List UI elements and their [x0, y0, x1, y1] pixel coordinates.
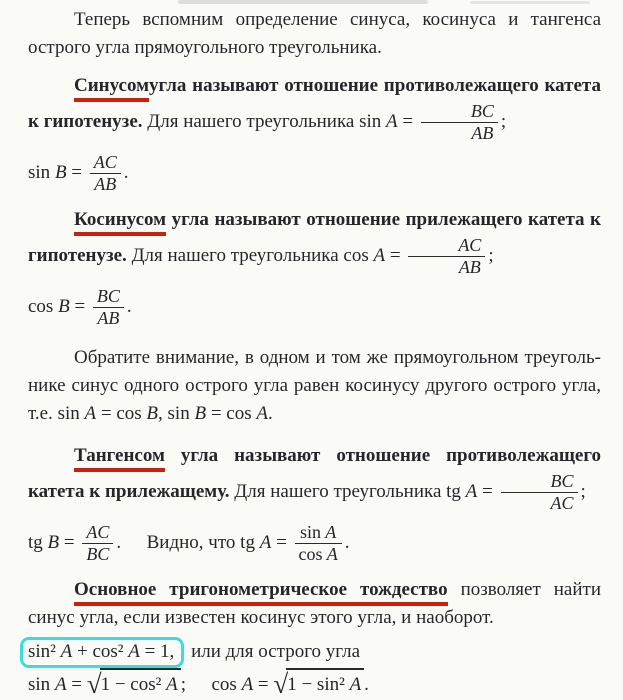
- math-tail: .: [344, 531, 350, 553]
- math-fn: cos: [298, 544, 323, 564]
- fraction-numerator: BC: [470, 101, 494, 121]
- formula-sin-a: [359, 101, 507, 143]
- identity-paragraph: [28, 576, 601, 632]
- math-var: A: [60, 641, 73, 662]
- note-paragraph: [28, 344, 601, 428]
- math-eq: =: [71, 674, 83, 695]
- identity-sqrt-line: [28, 668, 601, 700]
- math-tail: .: [116, 531, 122, 553]
- fraction-numerator: AC: [86, 522, 110, 542]
- math-var: B: [54, 161, 67, 183]
- fraction-numerator: BC: [550, 471, 574, 491]
- math-var: B: [146, 403, 159, 424]
- term-tangent: Тангенсом: [74, 445, 165, 472]
- fraction-denominator: AB: [408, 256, 485, 278]
- math-var: A: [128, 641, 140, 662]
- math-fn: cos: [116, 403, 142, 424]
- tangent-lead-text: Для нашего треугольника: [234, 480, 442, 502]
- math-tail: ,: [158, 403, 163, 424]
- math-fn: cos: [343, 244, 369, 266]
- fraction-denominator: AC: [501, 492, 578, 514]
- fraction-denominator: BC: [82, 543, 113, 565]
- math-eq: =: [402, 110, 414, 132]
- square-root: [273, 668, 364, 700]
- cosine-formula-b-line: [28, 285, 601, 330]
- math-fn: tg: [446, 480, 461, 502]
- formula-cos-b: [28, 286, 132, 328]
- fraction-denominator: [295, 543, 342, 565]
- math-var: A: [256, 403, 268, 424]
- cosine-definition-bold: угла называют отношение прилежащего катета к гипотенузе.: [28, 209, 602, 266]
- math-fn: sin²: [28, 641, 56, 662]
- math-fn: tg: [240, 531, 255, 553]
- math-tail: ;: [500, 110, 507, 132]
- math-fn: sin: [57, 403, 80, 424]
- math-tail: .: [364, 674, 369, 695]
- math-var: A: [84, 403, 97, 424]
- math-fn: tg: [28, 531, 43, 553]
- math-tail: ;: [180, 674, 186, 695]
- fraction: [93, 286, 124, 329]
- math-var: A: [326, 544, 338, 564]
- formula-tg-a: [446, 471, 586, 513]
- math-var: A: [349, 674, 362, 695]
- fraction-numerator: BC: [96, 286, 120, 306]
- math-eq: =: [74, 295, 86, 317]
- sine-definition-bold: угла называют отношение противолежащего катета к гипотенузе.: [28, 75, 601, 132]
- radical-sign: √: [273, 669, 289, 699]
- math-tail: .: [123, 161, 129, 183]
- fraction: [90, 152, 121, 195]
- formula-sinB-cosA: [168, 403, 273, 424]
- math-var: B: [47, 531, 60, 553]
- fraction: [82, 522, 113, 565]
- math-var: A: [325, 522, 337, 542]
- math-fn: cos: [211, 674, 237, 695]
- math-fn: sin: [28, 161, 51, 183]
- fraction-denominator: AB: [93, 307, 124, 329]
- fraction: [501, 471, 578, 514]
- formula-sin-sqrt: [28, 669, 186, 699]
- math-var: A: [373, 244, 386, 266]
- math-var: B: [58, 295, 70, 317]
- cosine-definition: [28, 206, 601, 279]
- math-fn: 1 − cos²: [100, 674, 162, 695]
- math-tail: .: [267, 403, 273, 424]
- sine-lead-text: Для нашего треугольника: [147, 110, 355, 132]
- math-eq: =: [210, 403, 222, 424]
- radicand: [100, 668, 181, 700]
- identity-boxed-line: [28, 636, 601, 668]
- sine-definition: [28, 72, 601, 145]
- fraction-numerator: AC: [93, 152, 117, 172]
- note-text: Обратите внимание, в одном и том же прямоугольном треугольнике синус одного острого угла равен косинусу другого острого угла, т.е.: [28, 347, 601, 424]
- math-var: A: [54, 674, 67, 695]
- math-tail: .: [126, 295, 132, 317]
- fraction-numerator: AC: [458, 235, 482, 255]
- math-var: A: [259, 531, 272, 553]
- math-eq: =: [389, 244, 401, 266]
- math-tail: ;: [580, 480, 586, 502]
- math-var: A: [166, 674, 178, 695]
- math-eq: =: [100, 403, 112, 424]
- math-fn: 1 − sin²: [287, 674, 345, 695]
- identity-rest-text: позволяет найти синус угла, если известен косинус этого угла, и наоборот.: [28, 579, 602, 628]
- math-fn: sin: [359, 110, 382, 132]
- formula-tg-sin-cos: [240, 522, 350, 564]
- math-fn: cos: [226, 403, 252, 424]
- formula-cos-a: [343, 235, 494, 277]
- math-fn: sin: [167, 403, 190, 424]
- fraction: [421, 101, 498, 144]
- sine-formula-b-line: [28, 151, 601, 196]
- math-fn: sin: [28, 674, 51, 695]
- tangent-seen-text: Видно, что: [146, 531, 236, 553]
- math-var: A: [465, 480, 478, 502]
- fraction-denominator: AB: [90, 173, 121, 195]
- math-tail: ;: [488, 244, 494, 266]
- tangent-formula-b-line: [28, 521, 601, 566]
- formula-sinA-cosB: [58, 403, 163, 424]
- radicand: [286, 668, 364, 700]
- math-fn: sin: [300, 522, 322, 542]
- math-var: A: [386, 110, 398, 132]
- term-identity: Основное тригонометрическое тождество: [74, 579, 448, 606]
- tangent-definition-bold: угла называют отношение противолежащего катета к прилежащему.: [28, 445, 602, 502]
- math-eq: =: [276, 531, 287, 553]
- math-eq: =: [257, 674, 269, 695]
- math-var: B: [194, 403, 207, 424]
- tangent-definition: [28, 442, 601, 515]
- cosine-lead-text: Для нашего треугольника: [131, 244, 339, 266]
- math-fn: + cos²: [76, 641, 124, 662]
- math-eq: =: [63, 531, 75, 553]
- term-sine: Синусом: [74, 75, 149, 102]
- formula-tg-b: [28, 522, 122, 564]
- square-root: [87, 668, 181, 700]
- identity-after-box-text: или для острого угла: [191, 641, 361, 662]
- formula-cos-sqrt: [211, 669, 369, 699]
- fraction: [408, 235, 485, 278]
- intro-paragraph: Теперь вспомним определение синуса, косинуса и тангенса острого угла прямоугольного треугольника.: [28, 9, 601, 58]
- fraction-numerator: [295, 522, 342, 543]
- math-var: A: [241, 674, 254, 695]
- highlight-box: [20, 637, 184, 668]
- radical-sign: √: [86, 669, 102, 699]
- fraction-denominator: AB: [421, 122, 498, 144]
- math-eq: = 1,: [144, 641, 175, 662]
- math-eq: =: [482, 480, 493, 502]
- fraction: [295, 522, 342, 565]
- formula-sin-b: [28, 152, 129, 194]
- math-fn: cos: [28, 295, 54, 317]
- math-eq: =: [71, 161, 83, 183]
- term-cosine: Косинусом: [74, 209, 166, 236]
